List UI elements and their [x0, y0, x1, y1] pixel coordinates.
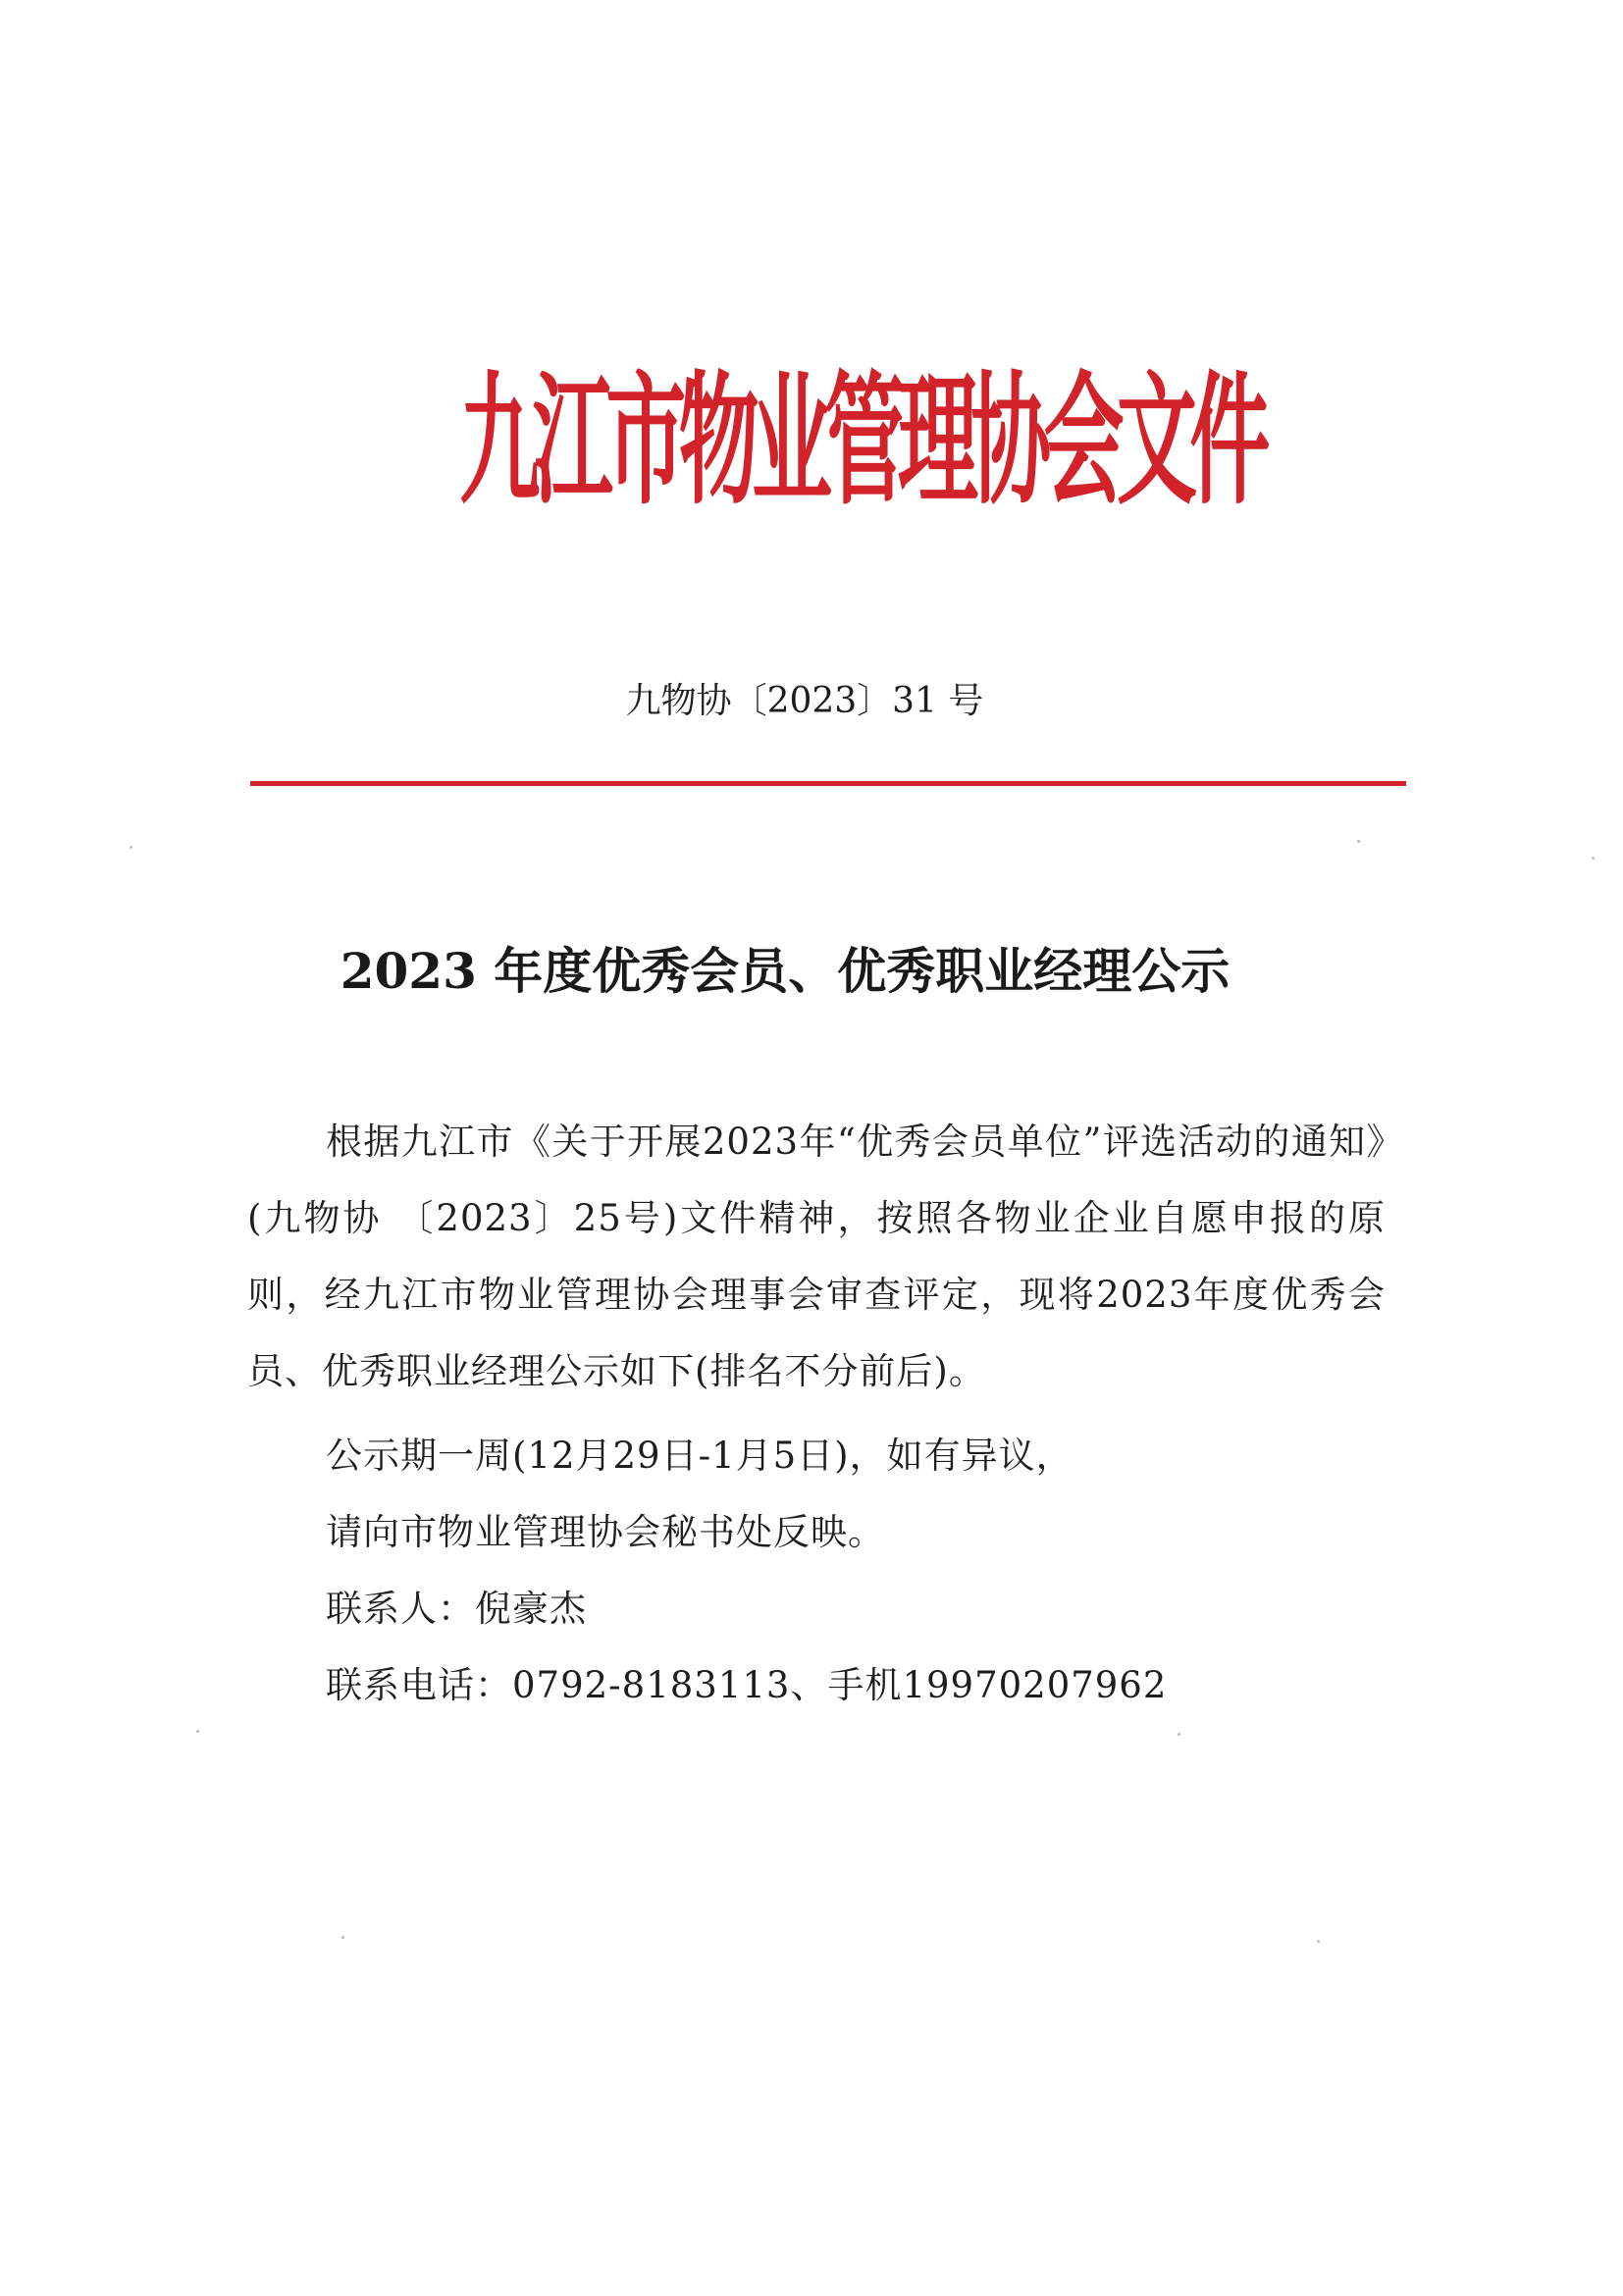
masthead-title: 九江市物业管理协会文件	[459, 357, 1263, 525]
notice-paragraph: 根据九江市《关于开展2023年“优秀会员单位”评选活动的通知》(九物协 〔2023〕25号)文件精神，按照各物业企业自愿申报的原则，经九江市物业管理协会理事会审查评定，现将2023年度优秀会员、优秀职业经理公示如下(排名不分前后)。	[247, 1121, 1386, 1392]
contact-phone: 联系电话：0792-8183113、手机19970207962	[326, 1664, 1168, 1706]
scan-speck	[130, 846, 132, 849]
scan-speck	[1178, 1733, 1180, 1736]
scan-speck	[196, 1730, 199, 1733]
scan-speck	[341, 1936, 344, 1939]
publicity-period: 公示期一周(12月29日-1月5日)，如有异议，	[326, 1435, 1073, 1477]
document-number: 九物协〔2023〕31 号	[625, 681, 984, 721]
scan-speck	[1592, 857, 1595, 860]
scan-speck	[1317, 1940, 1320, 1943]
red-divider-line	[250, 781, 1406, 786]
notice-title: 2023 年度优秀会员、优秀职业经理公示	[340, 942, 1230, 1000]
feedback-instruction: 请向市物业管理协会秘书处反映。	[326, 1511, 885, 1553]
scan-speck	[1357, 840, 1360, 843]
contact-person: 联系人：倪豪杰	[326, 1588, 587, 1630]
